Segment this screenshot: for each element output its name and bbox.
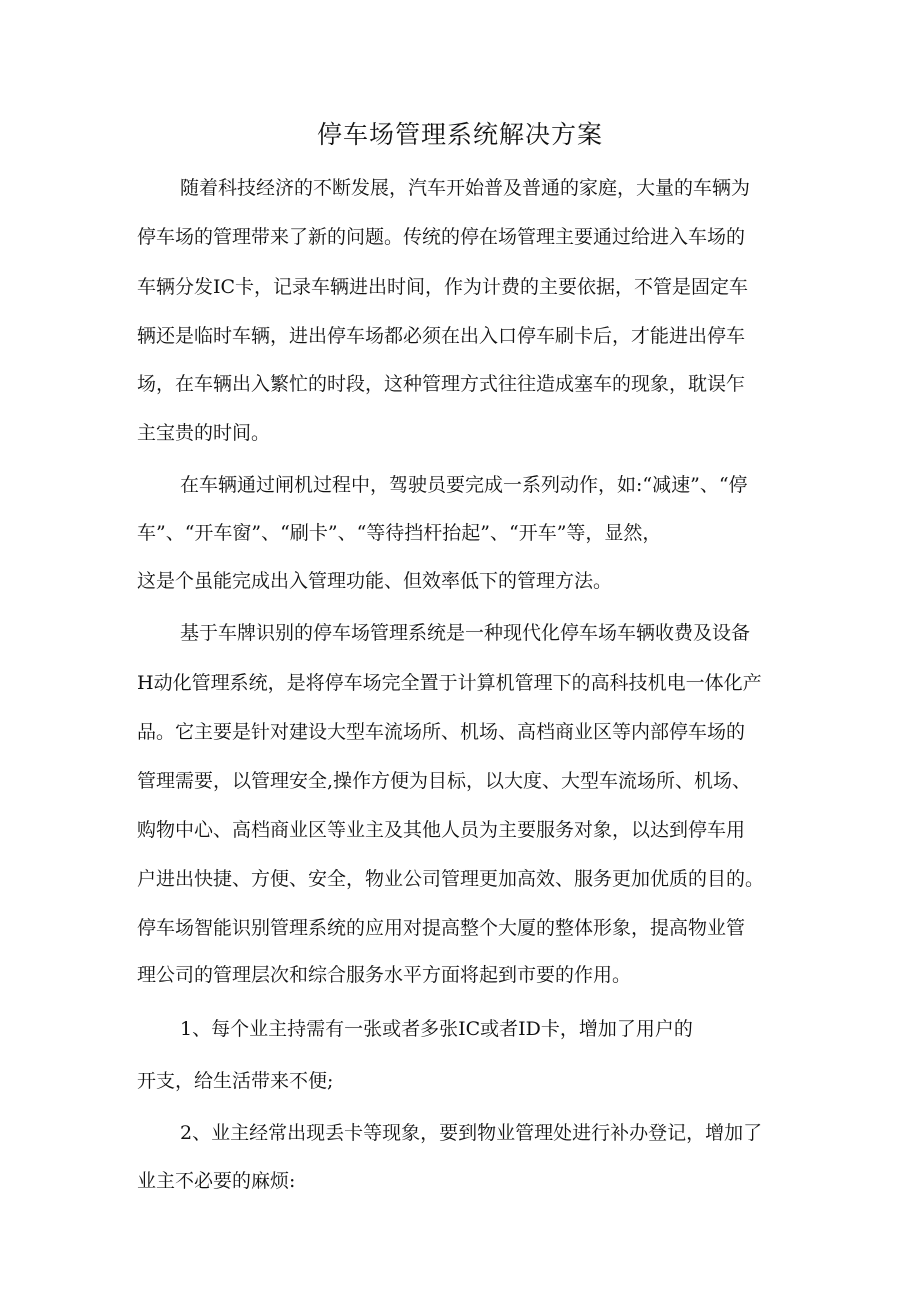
paragraph-1-line-2: 停车场的管理带来了新的问题。传统的停在场管理主要通过给进入车场的	[137, 226, 746, 248]
document-title: 停车场管理系统解决方案	[316, 120, 603, 149]
paragraph-3-line-6: 户进出快捷、方便、安全，物业公司管理更加高效、服务更加优质的目的。	[137, 868, 765, 890]
paragraph-3-line-7: 停车场智能识别管理系统的应用对提高整个大厦的整体形象，提高物业管	[137, 917, 746, 939]
paragraph-3-line-1: 基于车牌识别的停车场管理系统是一种现代化停车场车辆收费及设备	[180, 622, 751, 644]
paragraph-2-line-3: 这是个虽能完成出入管理功能、但效率低下的管理方法。	[137, 570, 613, 592]
list-item-2-line-1: 2、业主经常出现丢卡等现象，要到物业管理处进行补办登记，增加了	[180, 1122, 763, 1144]
paragraph-1-line-6: 主宝贵的时间。	[137, 422, 271, 444]
paragraph-3-line-5: 购物中心、高档商业区等业主及其他人员为主要服务对象，以达到停车用	[137, 819, 746, 841]
paragraph-2-line-1: 在车辆通过闸机过程中，驾驶员要完成一系列动作，如:“减速”、“停	[180, 474, 748, 496]
paragraph-1-line-1: 随着科技经济的不断发展，汽车开始普及普通的家庭，大量的车辆为	[180, 177, 751, 199]
paragraph-3-line-2: H动化管理系统，是将停车场完全置于计算机管理下的高科技机电一体化产	[137, 672, 762, 694]
paragraph-3-line-4: 管理需要，以管理安全,操作方便为目标，以大度、大型车流场所、机场、	[137, 770, 752, 792]
list-item-1-line-1: 1、每个业主持需有一张或者多张IC或者ID卡，增加了用户的	[180, 1018, 693, 1040]
paragraph-2-line-2: 车”、“开车窗”、“刷卡”、“等待挡杆抬起”、“开车”等，显然，	[137, 522, 662, 544]
paragraph-1-line-3: 车辆分发IC卡，记录车辆进出时间，作为计费的主要依据，不管是固定车	[137, 276, 749, 298]
paragraph-1-line-4: 辆还是临时车辆，进出停车场都必须在出入口停车刷卡后，才能进出停车	[137, 325, 746, 347]
paragraph-1-line-5: 场，在车辆出入繁忙的时段，这种管理方式往往造成塞车的现象，耽误乍	[137, 373, 746, 395]
paragraph-3-line-3: 品。它主要是针对建设大型车流场所、机场、高档商业区等内部停车场的	[137, 721, 746, 743]
paragraph-3-line-8: 理公司的管理层次和综合服务水平方面将起到市要的作用。	[137, 964, 632, 986]
list-item-2-line-2: 业主不必要的麻烦:	[137, 1170, 296, 1192]
list-item-1-line-2: 开支，给生活带来不便;	[137, 1070, 334, 1092]
